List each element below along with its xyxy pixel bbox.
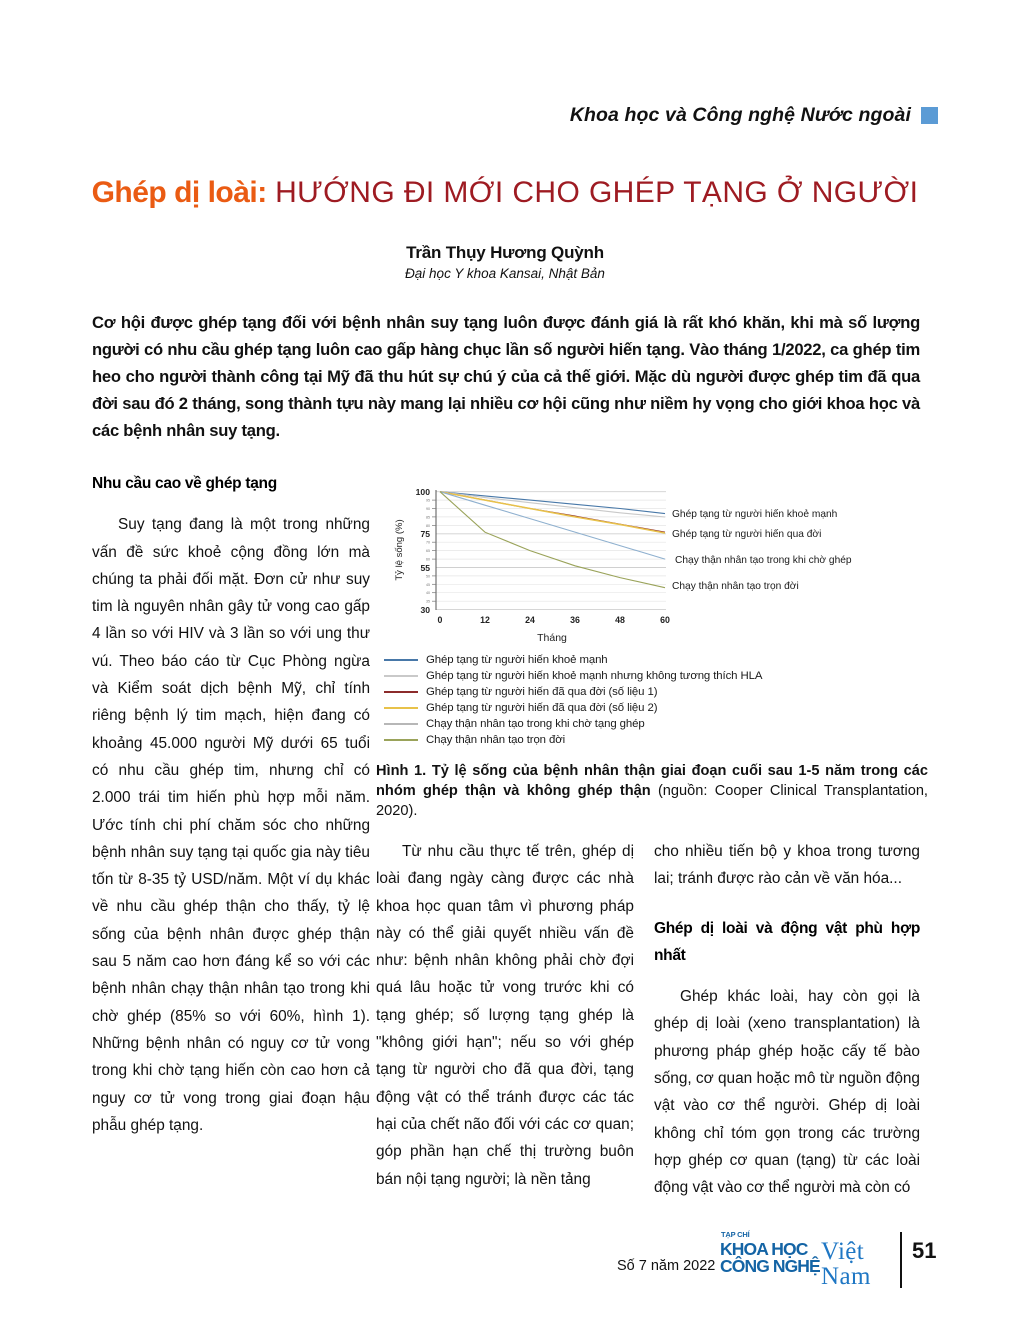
legend-label: Chạy thận nhân tạo trong khi chờ tạng ghép	[426, 718, 645, 730]
article-author: Trần Thụy Hương Quỳnh	[406, 243, 604, 262]
svg-text:45: 45	[426, 582, 430, 587]
legend-label: Chạy thận nhân tạo trọn đời	[426, 734, 566, 746]
article-title-main: HƯỚNG ĐI MỚI CHO GHÉP TẠNG Ở NGƯỜI	[275, 176, 919, 209]
paragraph: Từ nhu cầu thực tế trên, ghép dị loài đang ngày càng được các nhà khoa học quan tâm vì phương pháp này có thể giải quyết nhiều vấn đề như: bệnh nhân không phải chờ đợi quá lâu hoặc tử vong trước khi có tạng ghép; số lượng tạng ghép là "không giới hạn"; nếu so với ghép tạng từ người cho đã qua đời, tạng động vật có thể tránh được các tác hại của chết não đối với các cơ quan; góp phần hạn chế thị trường buôn bán nội tạng người; là nền tảng	[376, 843, 634, 1188]
y-axis-label: Tỷ lệ sống (%)	[394, 519, 405, 581]
svg-text:65: 65	[426, 549, 430, 554]
legend-item	[384, 652, 924, 668]
header-section-title: Khoa học và Công nghệ Nước ngoài	[569, 104, 911, 126]
section-heading-1: Nhu cầu cao về ghép tạng	[92, 475, 277, 492]
y-tick-75: 75	[420, 529, 430, 539]
legend-swatch	[384, 739, 418, 741]
svg-text:85: 85	[426, 515, 430, 520]
figure-caption	[376, 761, 928, 821]
svg-text:60: 60	[426, 557, 430, 562]
x-tick-36: 36	[570, 615, 580, 625]
logo-vietnam-text: Việt Nam	[821, 1238, 871, 1290]
figure-caption-source: (nguồn: Cooper Clinical Transplantation, 2020).	[376, 783, 928, 819]
journal-logo	[718, 1228, 886, 1290]
page-number-divider	[900, 1232, 902, 1288]
x-axis-label: Tháng	[537, 632, 567, 644]
article-affiliation: Đại học Y khoa Kansai, Nhật Bản	[405, 266, 605, 281]
legend-label: Ghép tạng từ người hiến đã qua đời (số liệu 1)	[426, 686, 658, 698]
figure-1	[376, 478, 928, 821]
survival-chart	[376, 478, 924, 648]
legend-swatch	[384, 707, 418, 709]
legend-label: Ghép tạng từ người hiến khoẻ mạnh nhưng không tương thích HLA	[426, 670, 763, 682]
section-heading-2: Ghép dị loài và động vật phù hợp nhất	[654, 919, 920, 964]
logo-line1-text: KHOA HỌC	[720, 1239, 808, 1259]
x-tick-60: 60	[660, 615, 670, 625]
article-title-accent: Ghép dị loài:	[91, 176, 267, 209]
y-tick-55: 55	[420, 563, 430, 573]
header-square-marker	[921, 107, 938, 124]
logo-tapchi-text: TẠP CHÍ	[721, 1230, 750, 1239]
svg-text:80: 80	[426, 523, 430, 528]
series-line-dialysis-lifelong	[440, 492, 665, 588]
svg-text:70: 70	[426, 540, 430, 545]
svg-text:50: 50	[426, 574, 430, 579]
legend-item	[384, 668, 924, 684]
body-column-2	[376, 838, 634, 1193]
chart-annotation-3: Chạy thận nhân tạo trọn đời	[672, 581, 799, 592]
chart-annotation-2: Chạy thận nhân tạo trong khi chờ ghép	[675, 555, 852, 566]
legend-swatch	[384, 659, 418, 661]
legend-swatch	[384, 691, 418, 693]
figure-caption-bold: Hình 1. Tỷ lệ sống của bệnh nhân thận giai đoạn cuối sau 1-5 năm trong các nhóm ghép thận và không ghép thận	[376, 763, 928, 799]
paragraph: Ghép khác loài, hay còn gọi là ghép dị loài (xeno transplantation) là phương pháp ghép hoặc cấy tế bào sống, cơ quan hoặc mô từ nguồn động vật vào cơ thể người. Ghép dị loài không chỉ tóm gọn trong các trường hợp ghép cơ quan (tạng) từ các loài động vật vào cơ thể người mà còn có	[654, 988, 920, 1197]
svg-text:35: 35	[426, 599, 430, 604]
svg-text:95: 95	[426, 498, 430, 503]
page-header	[570, 104, 938, 127]
body-column-3	[654, 838, 920, 1202]
svg-text:90: 90	[426, 507, 430, 511]
logo-line2-text: CÔNG NGHỆ	[720, 1256, 820, 1276]
legend-swatch	[384, 675, 418, 677]
article-lead-paragraph: Cơ hội được ghép tạng đối với bệnh nhân suy tạng luôn được đánh giá là rất khó khăn, khi mà số lượng người có nhu cầu ghép tạng luôn cao gấp hàng chục lần số người hiến tạng. Vào tháng 1/2022, ca ghép tim heo cho người thành công tại Mỹ đã thu hút sự chú ý của cả thế giới. Mặc dù người được ghép tim đã qua đời sau đó 2 tháng, song thành tựu này mang lại nhiều cơ hội cũng như niềm hy vọng cho giới khoa học và các bệnh nhân suy tạng.	[92, 313, 920, 440]
legend-label: Ghép tạng từ người hiến đã qua đời (số liệu 2)	[426, 702, 658, 714]
paragraph: Suy tạng đang là một trong những vấn đề sức khoẻ cộng đồng lớn mà chúng ta phải đối mặt. Đơn cử như suy tim là nguyên nhân gây tử vong cao gấp 4 lần so với HIV và 3 lần so với ung thư vú. Theo báo cáo từ Cục Phòng ngừa và Kiểm soát dịch bệnh Mỹ, chỉ tính riêng bệnh lý tim mạch, hiện đang có khoảng 45.000 người Mỹ dưới 65 tuổi có nhu cầu ghép tim, nhưng chỉ có 2.000 trái tim hiến phù hợp mỗi năm. Ước tính chi phí chăm sóc cho những bệnh nhân suy tạng tại quốc gia này tiêu tốn từ 8-35 tỷ USD/năm. Một ví dụ khác về nhu cầu ghép thận cho thấy, tỷ lệ sống của bệnh nhân được ghép thận sau 5 năm cao hơn đáng kể so với các bệnh nhân chạy thận nhân tạo trong khi chờ ghép (85% so với 60%, hình 1). Những bệnh nhân có nguy cơ tử vong trong khi chờ tạng hiến còn cao hơn cả nguy cơ tử vong trong giai đoạn hậu phẫu ghép tạng.	[92, 516, 370, 1134]
issue-number: Số 7 năm 2022	[617, 1258, 716, 1274]
x-tick-24: 24	[525, 615, 535, 625]
svg-text:40: 40	[426, 591, 430, 596]
article-title	[0, 178, 1010, 208]
y-tick-100: 100	[415, 487, 430, 497]
x-tick-48: 48	[615, 615, 625, 625]
chart-legend	[384, 652, 924, 748]
legend-swatch	[384, 723, 418, 725]
paragraph: cho nhiều tiến bộ y khoa trong tương lai; tránh được rào cản về văn hóa...	[654, 843, 920, 888]
chart-annotation-0: Ghép tạng từ người hiến khoẻ mạnh	[672, 509, 838, 520]
legend-label: Ghép tạng từ người hiến khoẻ mạnh	[426, 654, 608, 666]
legend-item	[384, 700, 924, 716]
legend-item	[384, 716, 924, 732]
y-tick-30: 30	[420, 605, 430, 615]
series-line-healthy-donor	[440, 492, 665, 514]
x-tick-0: 0	[437, 615, 443, 625]
page-number: 51	[912, 1238, 937, 1263]
chart-svg	[376, 478, 924, 648]
x-tick-12: 12	[480, 615, 490, 625]
chart-annotation-1: Ghép tạng từ người hiến qua đời	[672, 529, 822, 540]
body-column-1	[92, 470, 370, 1139]
series-line-deceased-2	[440, 492, 665, 533]
page-footer	[0, 1228, 1010, 1308]
legend-item	[384, 684, 924, 700]
legend-item	[384, 732, 924, 748]
